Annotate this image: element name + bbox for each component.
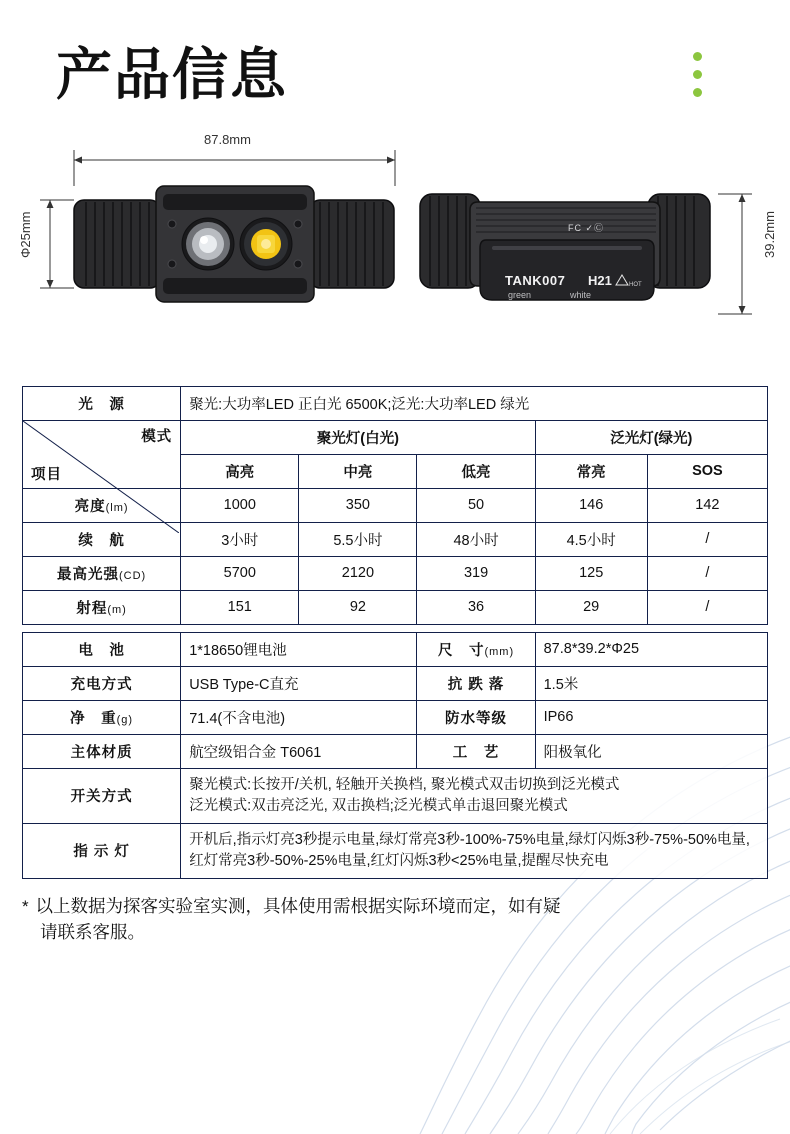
value-brightness-medium: 350 bbox=[299, 488, 417, 522]
value-weight: 71.4(不含电池) bbox=[181, 700, 417, 734]
label-weight-unit: (g) bbox=[116, 713, 134, 726]
value-process: 阳极氧化 bbox=[535, 734, 767, 768]
label-peak-intensity-unit: (CD) bbox=[118, 569, 147, 582]
dimension-diameter-label: Φ25mm bbox=[18, 211, 33, 258]
label-weight-text: 净 重 bbox=[70, 710, 117, 727]
footnote-line-1 bbox=[22, 893, 768, 920]
value-runtime-high: 3小时 bbox=[181, 522, 299, 556]
product-illustration bbox=[0, 128, 790, 378]
column-header-low: 低亮 bbox=[417, 454, 535, 488]
table-row-switch-mode bbox=[23, 768, 768, 823]
value-switch-mode bbox=[181, 768, 768, 823]
value-throw-high: 151 bbox=[181, 590, 299, 624]
label-peak-intensity bbox=[23, 556, 181, 590]
spec-table-container bbox=[22, 386, 768, 879]
label-size-unit: (mm) bbox=[484, 645, 515, 658]
column-header-medium: 中亮 bbox=[299, 454, 417, 488]
page-title: 产品信息 bbox=[56, 43, 288, 106]
value-intensity-sos: / bbox=[647, 556, 767, 590]
value-intensity-high: 5700 bbox=[181, 556, 299, 590]
label-brightness-unit: (lm) bbox=[105, 501, 129, 514]
value-size: 87.8*39.2*Φ25 bbox=[535, 632, 767, 666]
value-indicator: 开机后,指示灯亮3秒提示电量,绿灯常亮3秒-100%-75%电量,绿灯闪烁3秒-75%-50%电量,红灯常亮3秒-50%-25%电量,红灯闪烁3秒<25%电量,提醒尽快充电 bbox=[181, 823, 768, 878]
cert-marks-text: FC ✓Ⓒ bbox=[568, 222, 605, 233]
value-brightness-high: 1000 bbox=[181, 488, 299, 522]
label-material: 主体材质 bbox=[23, 734, 181, 768]
diagonal-header-cell bbox=[23, 420, 181, 488]
led-green-label-text: green bbox=[508, 289, 532, 300]
value-intensity-low: 319 bbox=[417, 556, 535, 590]
value-intensity-steady: 125 bbox=[535, 556, 647, 590]
label-switch-mode: 开关方式 bbox=[23, 768, 181, 823]
spacer-cell bbox=[23, 624, 768, 632]
label-waterproof: 防水等级 bbox=[417, 700, 535, 734]
dimension-width-label: 87.8mm bbox=[204, 131, 251, 147]
table-row-throw bbox=[23, 590, 768, 624]
label-battery: 电 池 bbox=[23, 632, 181, 666]
label-light-source: 光 源 bbox=[23, 386, 181, 420]
table-row-mode-header bbox=[23, 420, 768, 454]
value-runtime-steady: 4.5小时 bbox=[535, 522, 647, 556]
dot-icon bbox=[693, 88, 702, 97]
label-size-text: 尺 寸 bbox=[437, 642, 485, 659]
value-throw-medium: 92 bbox=[299, 590, 417, 624]
label-charging: 充电方式 bbox=[23, 666, 181, 700]
value-light-source: 聚光:大功率LED 正白光 6500K;泛光:大功率LED 绿光 bbox=[181, 386, 768, 420]
table-row-peak-intensity bbox=[23, 556, 768, 590]
value-waterproof: IP66 bbox=[535, 700, 767, 734]
value-charging: USB Type-C直充 bbox=[181, 666, 417, 700]
page-header bbox=[0, 0, 790, 106]
headlamp-side-view bbox=[420, 194, 710, 300]
value-throw-steady: 29 bbox=[535, 590, 647, 624]
column-header-sos: SOS bbox=[647, 454, 767, 488]
label-indicator: 指 示 灯 bbox=[23, 823, 181, 878]
value-intensity-medium: 2120 bbox=[299, 556, 417, 590]
footnote-star: * bbox=[22, 896, 29, 916]
item-label: 项目 bbox=[31, 466, 62, 483]
value-battery: 1*18650锂电池 bbox=[181, 632, 417, 666]
value-runtime-sos: / bbox=[647, 522, 767, 556]
value-throw-sos: / bbox=[647, 590, 767, 624]
label-process: 工 艺 bbox=[417, 734, 535, 768]
label-peak-intensity-text: 最高光强 bbox=[56, 566, 119, 583]
value-runtime-low: 48小时 bbox=[417, 522, 535, 556]
footnote bbox=[22, 893, 768, 946]
headlamp-front-view bbox=[74, 186, 394, 302]
value-drop-resistance: 1.5米 bbox=[535, 666, 767, 700]
label-size bbox=[417, 632, 535, 666]
footnote-text-1: 以上数据为探客实验室实测，具体使用需根据实际环境而定，如有疑 bbox=[35, 895, 561, 916]
hot-label-text: HOT bbox=[629, 281, 642, 288]
value-throw-low: 36 bbox=[417, 590, 535, 624]
model-text: H21 bbox=[588, 272, 612, 288]
label-throw bbox=[23, 590, 181, 624]
label-throw-unit: (m) bbox=[107, 603, 127, 616]
column-header-steady: 常亮 bbox=[535, 454, 647, 488]
brand-text: TANK007 bbox=[505, 272, 566, 288]
value-brightness-steady: 146 bbox=[535, 488, 647, 522]
spec-table bbox=[22, 386, 768, 879]
led-white-label-text: white bbox=[570, 289, 592, 300]
table-row-material-process bbox=[23, 734, 768, 768]
label-runtime-text: 续 航 bbox=[78, 532, 125, 549]
mode-label: 模式 bbox=[141, 428, 173, 445]
column-header-high: 高亮 bbox=[181, 454, 299, 488]
table-row-charging-drop bbox=[23, 666, 768, 700]
label-brightness-text: 亮度 bbox=[74, 498, 106, 515]
switch-mode-line-2: 泛光模式:双击亮泛光, 双击换档;泛光模式单击退回聚光模式 bbox=[189, 797, 568, 814]
table-row-battery-size bbox=[23, 632, 768, 666]
dimension-height-label: 39.2mm bbox=[762, 210, 777, 258]
group-header-spot: 聚光灯(白光) bbox=[181, 420, 535, 454]
table-row-indicator bbox=[23, 823, 768, 878]
value-runtime-medium: 5.5小时 bbox=[299, 522, 417, 556]
table-row-light-source bbox=[23, 386, 768, 420]
dot-icon bbox=[693, 70, 702, 79]
switch-mode-line-1: 聚光模式:长按开/关机, 轻触开关换档, 聚光模式双击切换到泛光模式 bbox=[189, 776, 620, 793]
table-row-spacer bbox=[23, 624, 768, 632]
decorative-dots bbox=[693, 52, 702, 97]
label-drop-resistance: 抗 跌 落 bbox=[417, 666, 535, 700]
value-material: 航空级铝合金 T6061 bbox=[181, 734, 417, 768]
table-row-weight-waterproof bbox=[23, 700, 768, 734]
value-brightness-low: 50 bbox=[417, 488, 535, 522]
footnote-text-2: 请联系客服。 bbox=[40, 922, 145, 943]
dot-icon bbox=[693, 52, 702, 61]
product-diagram bbox=[0, 128, 790, 378]
label-throw-text: 射程 bbox=[76, 600, 108, 617]
label-weight bbox=[23, 700, 181, 734]
group-header-flood: 泛光灯(绿光) bbox=[535, 420, 767, 454]
value-brightness-sos: 142 bbox=[647, 488, 767, 522]
